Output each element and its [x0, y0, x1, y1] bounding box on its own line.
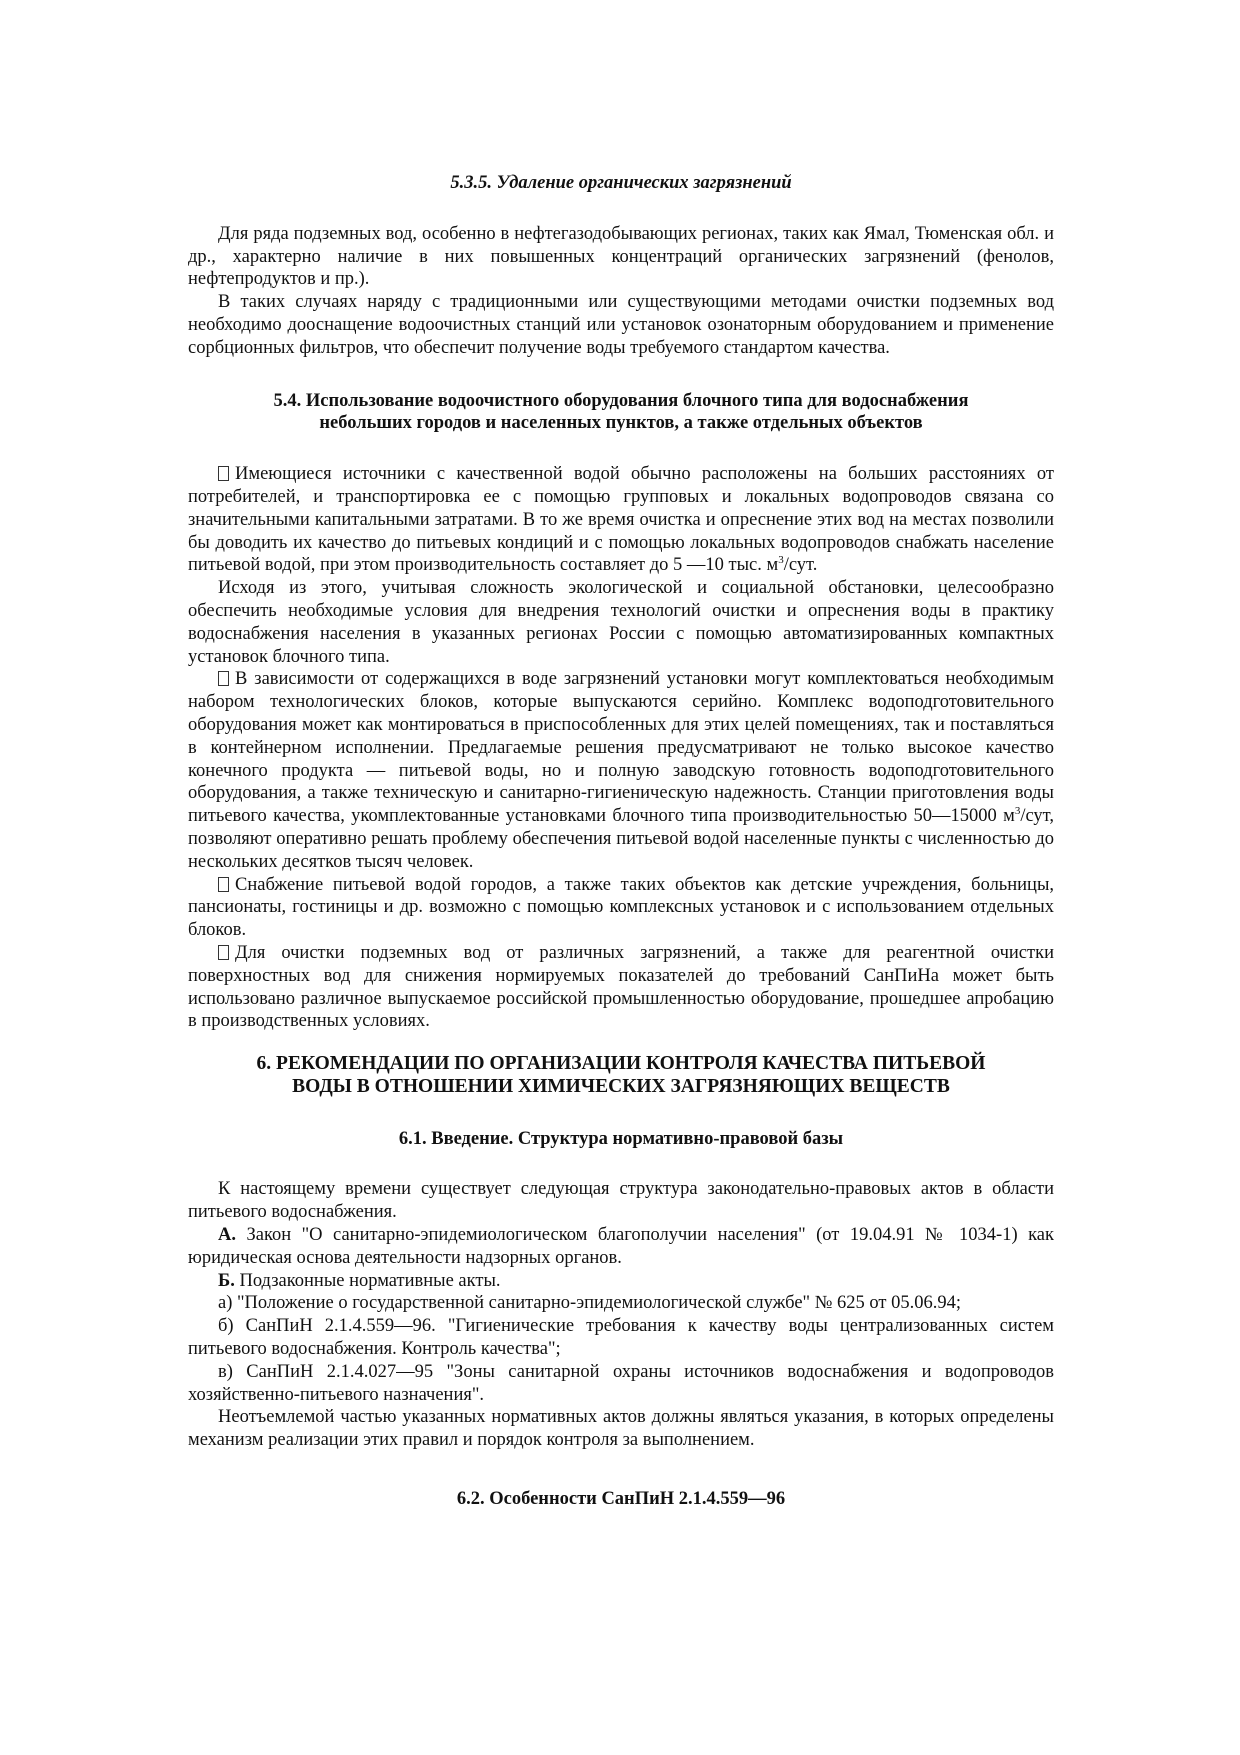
list-item: в) СанПиН 2.1.4.027—95 "Зоны санитарной охраны источников водоснабжения и водопроводов хозяйственно-питьевого назначения". [188, 1361, 1054, 1405]
heading-5-4-line2: небольших городов и населенных пунктов, а также отдельных объектов [319, 413, 923, 434]
paragraph-law-b [188, 1270, 1054, 1293]
paragraph-bulleted [188, 874, 1054, 942]
heading-6-1: 6.1. Введение. Структура нормативно-правовой базы [398, 1128, 844, 1149]
heading-5-4-line1: 5.4. Использование водоочистного оборудования блочного типа для водоснабжения [273, 390, 969, 411]
paragraph-text: /сут, позволяют оперативно решать проблему обеспечения питьевой водой населенные пункты с численностью до нескольких десятков тысяч человек. [188, 806, 1054, 872]
list-item: а) "Положение о государственной санитарно-эпидемиологической службе" № 625 от 05.06.94; [218, 1293, 961, 1314]
list-label: Б. [218, 1270, 235, 1291]
heading-5-3-5: 5.3.5. Удаление органических загрязнений [450, 173, 792, 193]
paragraph: В таких случаях наряду с традиционными или существующими методами очистки подземных вод необходимо дооснащение водоочистных станций или установок озонаторным оборудованием и применение сорбционных фильтров, что обеспечит получение воды требуемого стандартом качества. [188, 292, 1054, 358]
paragraph-text: Закон "О санитарно-эпидемиологическом благополучии населения" (от 19.04.91 № 1034-1) как юридическая основа деятельности надзорных органов. [188, 1225, 1054, 1268]
list-label: А. [218, 1225, 236, 1246]
paragraph-text: Подзаконные нормативные акты. [234, 1270, 501, 1291]
paragraph-bulleted [188, 668, 1054, 873]
bullet-box-icon [218, 466, 229, 481]
paragraph-text: Снабжение питьевой водой городов, а также таких объектов как детские учреждения, больницы, пансионаты, гостиницы и др. возможно с помощью комплексных установок и с использованием отдельных блоков. [188, 874, 1054, 941]
paragraph: Неотъемлемой частью указанных нормативных актов должны являться указания, в которых определены механизм реализации этих правил и порядок контроля за выполнением. [188, 1407, 1054, 1451]
superscript: 3 [778, 554, 784, 567]
paragraph-text: Имеющиеся источники с качественной водой обычно расположены на больших расстояниях от потребителей, и транспортировка ее с помощью групповых и локальных водопроводов связана со значительными капитальными затратами. В то же время очистка и опреснение этих вод на местах позволили бы доводить их качество до питьевых кондиций и с помощью локальных водопроводов снабжать население питьевой водой, при этом производительность составляет до 5 —10 тыс. м [188, 464, 1054, 576]
heading-6-line2: ВОДЫ В ОТНОШЕНИИ ХИМИЧЕСКИХ ЗАГРЯЗНЯЮЩИХ ВЕЩЕСТВ [292, 1075, 950, 1097]
paragraph-bulleted [188, 463, 1054, 577]
bullet-box-icon [218, 877, 229, 892]
paragraph: К настоящему времени существует следующая структура законодательно-правовых актов в области питьевого водоснабжения. [188, 1179, 1054, 1223]
bullet-box-icon [218, 671, 229, 686]
paragraph-text: Для очистки подземных вод от различных загрязнений, а также для реагентной очистки поверхностных вод для снижения нормируемых показателей до требований СанПиНа может быть использовано различное выпускаемое российской промышленностью оборудование, прошедшее апробацию в производственных условиях. [188, 942, 1054, 1032]
list-item: б) СанПиН 2.1.4.559—96. "Гигиенические требования к качеству воды централизованных систем питьевого водоснабжения. Контроль качества"; [188, 1316, 1054, 1360]
heading-6-2: 6.2. Особенности СанПиН 2.1.4.559—96 [456, 1489, 786, 1510]
heading-6-line1: 6. РЕКОМЕНДАЦИИ ПО ОРГАНИЗАЦИИ КОНТРОЛЯ КАЧЕСТВА ПИТЬЕВОЙ [256, 1053, 986, 1075]
bullet-box-icon [218, 945, 229, 960]
paragraph-law-a [188, 1224, 1054, 1270]
paragraph: Для ряда подземных вод, особенно в нефтегазодобывающих регионах, таких как Ямал, Тюменская обл. и др., характерно наличие в них повышенных концентраций органических загрязнений (фенолов, нефтепродуктов и пр.). [188, 223, 1054, 290]
paragraph-text: В зависимости от содержащихся в воде загрязнений установки могут комплектоваться необходимым набором технологических блоков, которые выпускаются серийно. Комплекс водоподготовительного оборудования может как монтироваться в приспособленных для этих целей помещениях, так и поставляться в контейнерном исполнении. Предлагаемые решения предусматривают не только высокое качество конечного продукта — питьевой воды, но и полную заводскую готовность водоподготовительного оборудования, а также техническую и санитарно-гигиеническую надежность. Станции приготовления воды питьевого качества, укомплектованные установками блочного типа производительностью 50—15000 м [188, 669, 1054, 827]
paragraph: Исходя из этого, учитывая сложность экологической и социальной обстановки, целесообразно обеспечить необходимые условия для внедрения технологий очистки и опреснения воды в практику водоснабжения населения в указанных регионах России с помощью автоматизированных компактных установок блочного типа. [188, 578, 1054, 667]
superscript: 3 [1014, 804, 1021, 817]
paragraph-text: /сут. [783, 555, 818, 576]
paragraph-bulleted [188, 942, 1054, 1033]
document-page [188, 172, 1054, 1511]
